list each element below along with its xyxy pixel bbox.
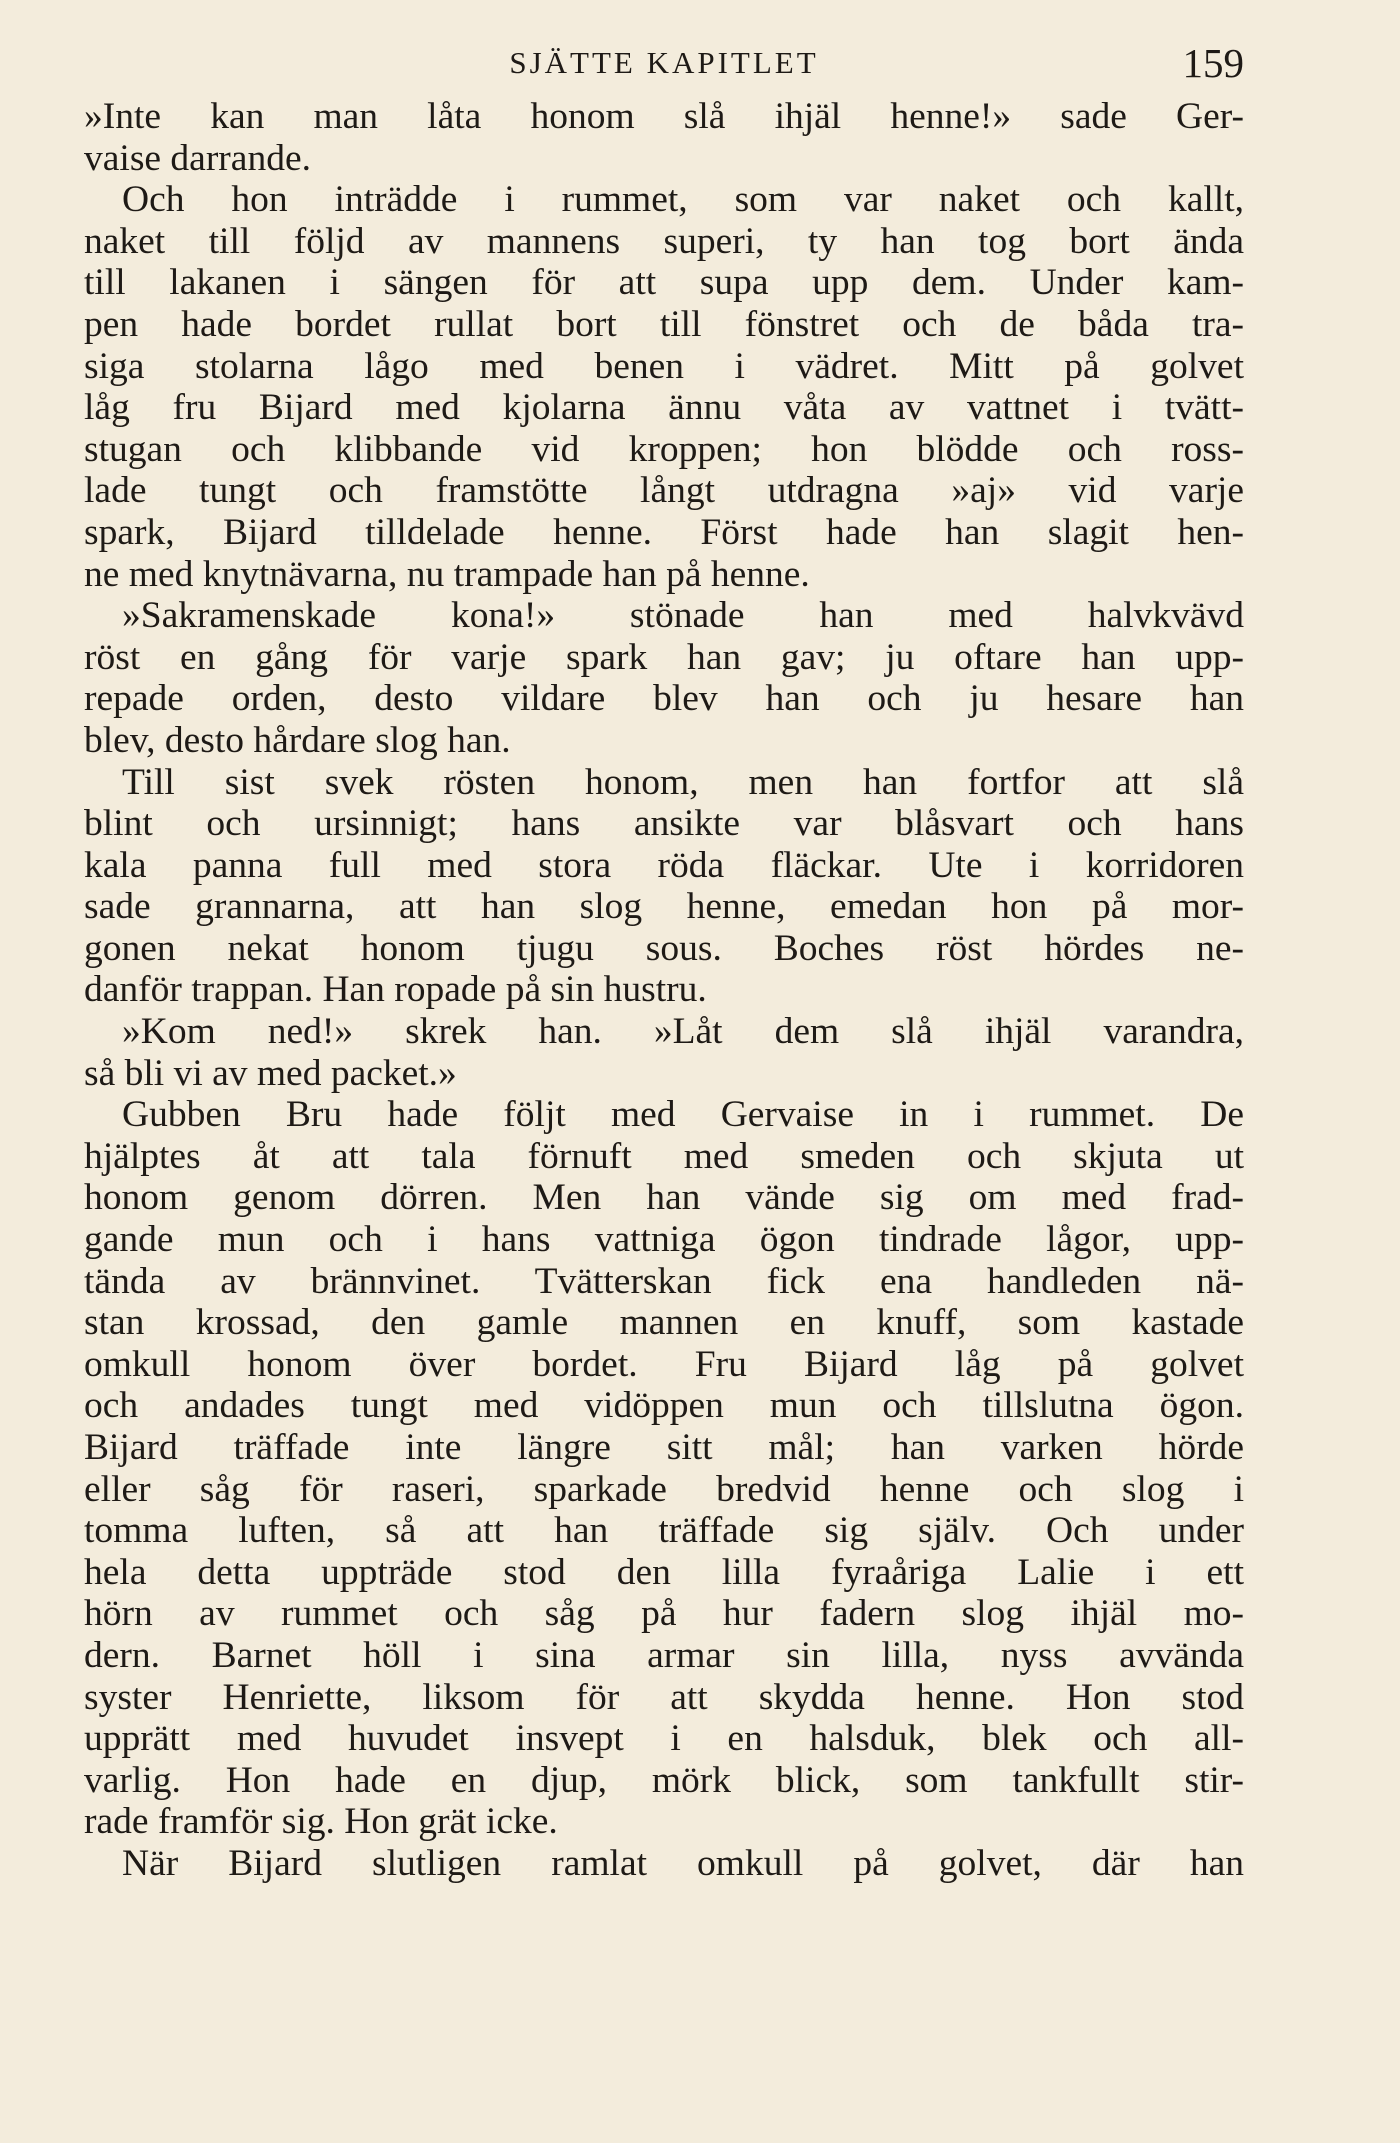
text-line: »Sakramenskade kona!» stönade han med halvkvävd bbox=[122, 595, 1244, 637]
body-text bbox=[84, 96, 1244, 1885]
text-line: stan krossad, den gamle mannen en knuff, som kastade bbox=[84, 1302, 1244, 1344]
text-line: upprätt med huvudet insvept i en halsduk, blek och all- bbox=[84, 1718, 1244, 1760]
page-number: 159 bbox=[1182, 40, 1244, 86]
text-line: sade grannarna, att han slog henne, emedan hon på mor- bbox=[84, 886, 1244, 928]
text-line: röst en gång för varje spark han gav; ju oftare han upp- bbox=[84, 636, 1244, 678]
text-line: stugan och klibbande vid kroppen; hon blödde och ross- bbox=[84, 428, 1244, 470]
text-line: naket till följd av mannens superi, ty han tog bort ända bbox=[84, 220, 1244, 262]
text-line: spark, Bijard tilldelade henne. Först hade han slagit hen- bbox=[84, 511, 1244, 553]
text-line: eller såg för raseri, sparkade bredvid henne och slog i bbox=[84, 1468, 1244, 1510]
text-line: blev, desto hårdare slog han. bbox=[84, 719, 511, 761]
text-line: varlig. Hon hade en djup, mörk blick, som tankfullt stir- bbox=[84, 1759, 1244, 1801]
text-line: »Inte kan man låta honom slå ihjäl henne!» sade Ger- bbox=[84, 96, 1244, 137]
text-line: tända av brännvinet. Tvätterskan fick ena handleden nä- bbox=[84, 1260, 1244, 1302]
chapter-title: SJÄTTE KAPITLET bbox=[509, 45, 819, 80]
text-line: vaise darrande. bbox=[84, 137, 311, 179]
text-line: hörn av rummet och såg på hur fadern slog ihjäl mo- bbox=[84, 1593, 1244, 1635]
text-line: hjälptes åt att tala förnuft med smeden och skjuta ut bbox=[84, 1135, 1244, 1177]
running-head bbox=[84, 38, 1244, 88]
text-line: Och hon inträdde i rummet, som var naket och kallt, bbox=[122, 179, 1244, 221]
text-line: syster Henriette, liksom för att skydda henne. Hon stod bbox=[84, 1676, 1244, 1718]
text-line: dern. Barnet höll i sina armar sin lilla, nyss avvända bbox=[84, 1634, 1244, 1676]
text-line: »Kom ned!» skrek han. »Låt dem slå ihjäl varandra, bbox=[122, 1011, 1244, 1053]
text-line: och andades tungt med vidöppen mun och tillslutna ögon. bbox=[84, 1385, 1244, 1427]
text-line: omkull honom över bordet. Fru Bijard låg på golvet bbox=[84, 1343, 1244, 1385]
text-line: När Bijard slutligen ramlat omkull på golvet, där han bbox=[122, 1842, 1244, 1884]
text-line: pen hade bordet rullat bort till fönstret och de båda tra- bbox=[84, 303, 1244, 345]
text-line: hela detta uppträde stod den lilla fyraåriga Lalie i ett bbox=[84, 1551, 1244, 1593]
text-line: danför trappan. Han ropade på sin hustru. bbox=[84, 969, 707, 1011]
text-line: lade tungt och framstötte långt utdragna »aj» vid varje bbox=[84, 470, 1244, 512]
text-line: så bli vi av med packet.» bbox=[84, 1052, 457, 1094]
text-line: rade framför sig. Hon grät icke. bbox=[84, 1801, 558, 1843]
text-line: kala panna full med stora röda fläckar. Ute i korridoren bbox=[84, 844, 1244, 886]
text-line: Bijard träffade inte längre sitt mål; han varken hörde bbox=[84, 1427, 1244, 1468]
text-line: blint och ursinnigt; hans ansikte var blåsvart och hans bbox=[84, 803, 1244, 845]
text-line: Till sist svek rösten honom, men han fortfor att slå bbox=[122, 761, 1244, 803]
text-line: ne med knytnävarna, nu trampade han på henne. bbox=[84, 553, 810, 595]
text-line: tomma luften, så att han träffade sig själv. Och under bbox=[84, 1510, 1244, 1552]
text-line: till lakanen i sängen för att supa upp dem. Under kam- bbox=[84, 262, 1244, 304]
text-line: repade orden, desto vildare blev han och ju hesare han bbox=[84, 678, 1244, 720]
text-line: Gubben Bru hade följt med Gervaise in i rummet. De bbox=[122, 1094, 1244, 1136]
text-line: gonen nekat honom tjugu sous. Boches röst hördes ne- bbox=[84, 927, 1244, 969]
text-line: honom genom dörren. Men han vände sig om med frad- bbox=[84, 1177, 1244, 1219]
text-line: siga stolarna lågo med benen i vädret. Mitt på golvet bbox=[84, 345, 1244, 387]
text-line: låg fru Bijard med kjolarna ännu våta av vattnet i tvätt- bbox=[84, 387, 1244, 429]
text-line: gande mun och i hans vattniga ögon tindrade lågor, upp- bbox=[84, 1219, 1244, 1261]
